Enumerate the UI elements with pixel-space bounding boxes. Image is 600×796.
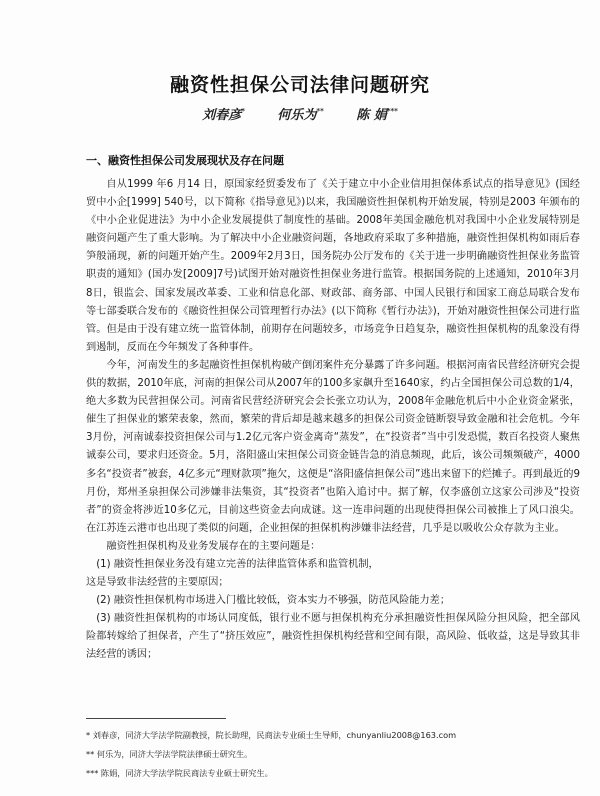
list-item: (1) 融资性担保业务没有建立完善的法律监管体系和监管机制， [96, 558, 379, 570]
author: 何乐为** [277, 106, 324, 123]
author-line [0, 104, 600, 123]
author: 刘春彦* [202, 106, 245, 123]
list-item: (3) 融资性担保机构的市场认同度低，银行业不愿与担保机构充分承担融资性担保风险分担风险，把全部风险都转嫁给了担保者，产生了“挤压效应”，融资性担保机构经营和空间有限，高风险、低收益，这是导致其非法经营的诱因； [86, 613, 580, 661]
paragraph: 融资性担保机构及业务发展存在的主要问题是： [106, 540, 321, 552]
author: 陈 娟*** [356, 106, 398, 123]
body-text [86, 176, 580, 665]
paper-title: 融资性担保公司法律问题研究 [169, 74, 430, 96]
paragraph: 自从1999 年6 月14 日，原国家经贸委发布了《关于建立中小企业信用担保体系试点的指导意见》(国经贸中小企[1999] 540号，以下简称《指导意见》)以来，我国融资性担保机构开始发展，特别是2003 年颁布的《中小企业促进法》为中小企业发展提供了制度性的基础。2008年美国金融危机对我国中小企业发展特别是融资问题产生了重大影响。为了解决中小企业融资问题，各地政府采取了多种措施，融资性担保机构如雨后春笋般涌现，新的问题开始产生。2009年2月3日，国务院办公厅发布的《关于进一步明确融资性担保业务监管职责的通知》(国办发[2009]7号)试图开始对融资性担保业务进行监管。根据国务院的上述通知，2010年3月8日，银监会、国家发展改革委、工业和信息化部、财政部、商务部、中国人民银行和国家工商总局联合发布等七部委联合发布的《融资性担保公司管理暂行办法》(以下简称《暂行办法》)，开始对融资性担保公司进行监管。但是由于没有建立统一监管体制，前期存在问题较多，市场竞争日趋复杂，融资性担保机构的乱象没有得到遏制，反而在今年频发了各种事件。 [86, 179, 580, 353]
footnote: *** 陈娟，同济大学法学院民商法专业硕士研究生。 [86, 768, 273, 778]
paragraph: 今年，河南发生的多起融资性担保机构破产倒闭案件充分暴露了许多问题。根据河南省民营经济研究会提供的数据，2010年底，河南的担保公司从2007年的100多家飙升至1640家，约占全国担保公司总数的1/4，绝大多数为民营担保公司。河南省民营经济研究会会长张立功认为，2008年金融危机后中小企业资金紧张，催生了担保业的繁荣表象，然而，繁荣的背后却是越来越多的担保公司资金链断裂导致金融和社会危机。今年3月份，河南诚泰投资担保公司与1.2亿元客户资金离奇“蒸发”，在“投资者”当中引发恐慌，数百名投资人聚焦诚泰公司，要求归还资金。5月，洛阳盛山宋担保公司资金链告急的消息频现，此后，该公司频频破产，4000多名“投资者”被套，4亿多元“理财款项”拖欠，这便是“洛阳盛信担保公司”逃出来留下的烂摊子。再到最近的9月份，郑州圣泉担保公司涉嫌非法集资，其“投资者”也陷入追讨中。据了解，仅李盛创立这家公司涉及“投资者”的资金将涉近10多亿元，目前这些资金去向成谜。这一连串问题的出现使得担保公司被推上了风口浪尖。在江苏连云港市也出现了类似的问题，企业担保的担保机构涉嫌非法经营，几乎是以吸收公众存款为主业。 [86, 359, 580, 534]
footnote-divider [86, 718, 226, 719]
footnote: ** 何乐为，同济大学法学院法律硕士研究生。 [86, 749, 253, 759]
list-item: (2) 融资性担保机构市场进入门槛比较低，资本实力不够强，防范风险能力差； [96, 595, 451, 607]
list-item: 这是导致非法经营的主要原因； [86, 577, 229, 589]
footnotes [86, 726, 580, 783]
footnote: * 刘春彦，同济大学法学院副教授，院长助理，民商法专业硕士生导师，chunyanliu2008@163.com [86, 730, 457, 740]
section-heading: 一、融资性担保公司发展现状及存在问题 [86, 154, 284, 167]
